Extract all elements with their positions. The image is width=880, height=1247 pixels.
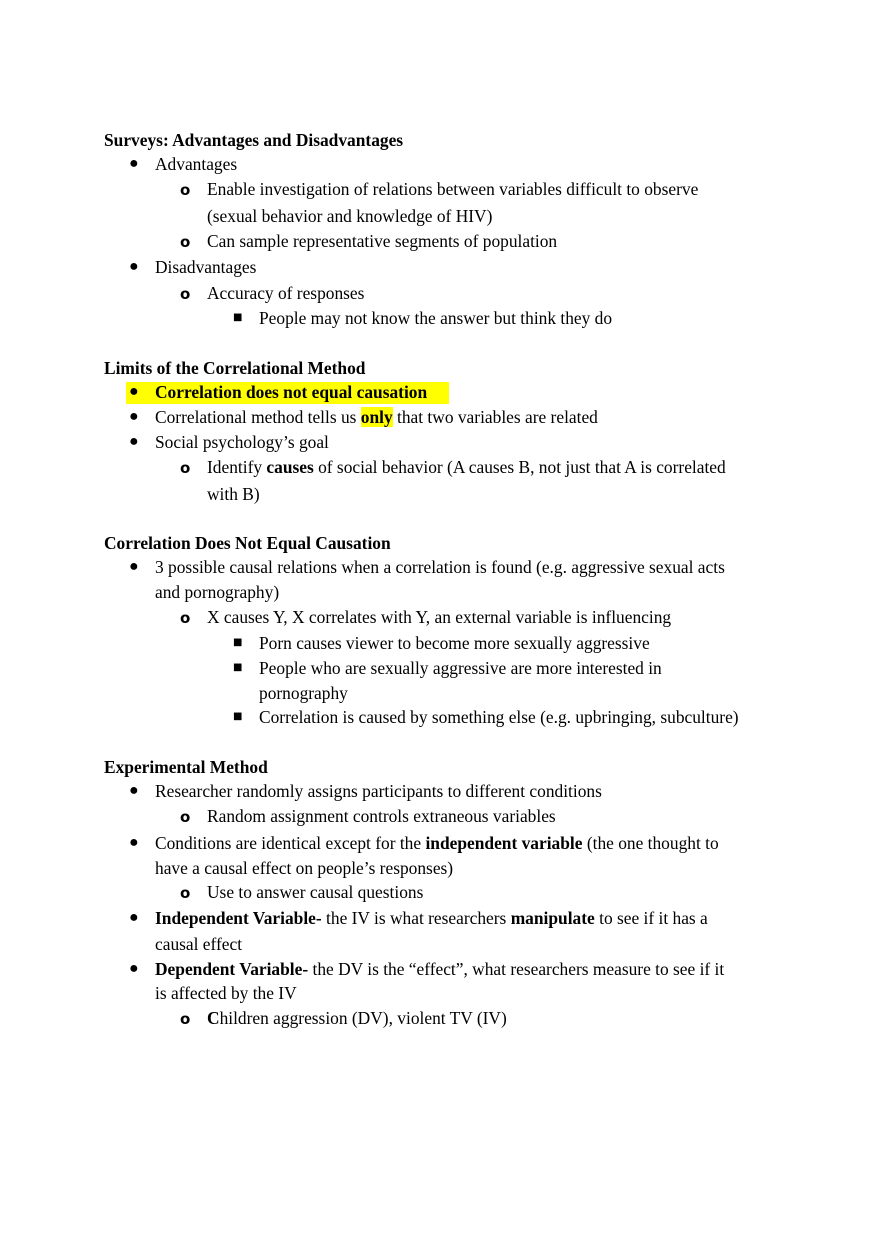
item-text: causal effect <box>155 934 243 954</box>
bullet-marker: ● <box>129 834 139 851</box>
item-text: X causes Y, X correlates with Y, an external variable is influencing <box>207 607 672 627</box>
square-marker: ■ <box>233 662 243 673</box>
item-text: Conditions are identical except for the <box>155 833 426 853</box>
list-item-continuation <box>207 482 807 507</box>
bold-letter: C <box>207 1008 220 1028</box>
list-item-highlighted <box>129 380 795 405</box>
item-text: 3 possible causal relations when a correlation is found (e.g. aggressive sexual acts <box>155 557 725 577</box>
circle-marker: o <box>180 285 191 303</box>
circle-marker: o <box>180 459 191 477</box>
bullet-marker: ● <box>129 258 139 275</box>
highlighted-text: Correlation does not equal causation <box>155 382 428 402</box>
list-item <box>180 229 807 254</box>
item-text: pornography <box>259 683 348 703</box>
item-text: the IV is what researchers <box>321 908 511 928</box>
item-text: Identify <box>207 457 267 477</box>
item-text: have a causal effect on people’s responses) <box>155 858 454 878</box>
list-item <box>180 605 807 630</box>
list-item-continuation <box>207 204 807 229</box>
item-text: Social psychology’s goal <box>155 432 329 452</box>
item-text: Can sample representative segments of population <box>207 231 558 251</box>
item-text: Enable investigation of relations between variables difficult to observe <box>207 179 699 199</box>
circle-marker: o <box>180 884 191 902</box>
circle-marker: o <box>180 233 191 251</box>
bullet-marker: ● <box>129 408 139 425</box>
list-item <box>129 405 795 430</box>
item-text: with B) <box>207 484 260 504</box>
circle-marker: o <box>180 808 191 826</box>
list-item <box>233 656 819 681</box>
list-item <box>180 281 807 306</box>
bold-term: Dependent Variable- <box>155 959 309 979</box>
list-item <box>129 152 795 177</box>
item-text: is affected by the IV <box>155 983 297 1003</box>
item-text: to see if it has a <box>594 908 708 928</box>
list-item-continuation <box>155 981 795 1006</box>
list-item-continuation <box>155 580 795 605</box>
list-item <box>129 255 795 280</box>
list-item <box>129 555 795 580</box>
list-item <box>180 804 807 829</box>
list-item <box>233 631 819 656</box>
bullet-marker: ● <box>129 383 139 400</box>
item-text: People who are sexually aggressive are more interested in <box>259 658 662 678</box>
disadvantages-label: Disadvantages <box>155 257 257 277</box>
list-item <box>129 906 795 931</box>
item-text: Correlational method tells us <box>155 407 361 427</box>
list-item <box>180 1006 807 1031</box>
item-text: of social behavior (A causes B, not just that A is correlated <box>313 457 726 477</box>
list-item-continuation <box>259 681 819 706</box>
bullet-marker: ● <box>129 782 139 799</box>
bold-term: independent variable <box>425 833 583 853</box>
section-title-experimental: Experimental Method <box>104 757 268 777</box>
list-item-continuation <box>155 856 795 881</box>
list-item <box>233 306 819 331</box>
circle-marker: o <box>180 609 191 627</box>
item-text: Researcher randomly assigns participants to different conditions <box>155 781 602 801</box>
list-item <box>129 430 795 455</box>
section-title-surveys: Surveys: Advantages and Disadvantages <box>104 130 404 150</box>
square-marker: ■ <box>233 637 243 648</box>
list-item <box>180 177 807 202</box>
bullet-marker: ● <box>129 433 139 450</box>
item-text: the DV is the “effect”, what researchers measure to see if it <box>308 959 725 979</box>
highlighted-word: only <box>360 407 393 427</box>
bullet-marker: ● <box>129 960 139 977</box>
item-text: (the one thought to <box>582 833 719 853</box>
list-item <box>129 779 795 804</box>
list-item-continuation <box>155 932 795 957</box>
circle-marker: o <box>180 181 191 199</box>
item-text: Random assignment controls extraneous variables <box>207 806 556 826</box>
bold-word: causes <box>266 457 314 477</box>
section-title-limits: Limits of the Correlational Method <box>104 358 366 378</box>
circle-marker: o <box>180 1010 191 1028</box>
square-marker: ■ <box>233 711 243 722</box>
item-text: that two variables are related <box>392 407 598 427</box>
bullet-marker: ● <box>129 155 139 172</box>
item-text: Accuracy of responses <box>207 283 365 303</box>
list-item <box>180 880 807 905</box>
list-item <box>180 455 807 480</box>
item-text: hildren aggression (DV), violent TV (IV) <box>219 1008 507 1028</box>
item-text: Use to answer causal questions <box>207 882 424 902</box>
bullet-marker: ● <box>129 909 139 926</box>
item-text: People may not know the answer but think they do <box>259 308 613 328</box>
list-item <box>129 831 795 856</box>
bullet-marker: ● <box>129 558 139 575</box>
square-marker: ■ <box>233 312 243 323</box>
advantages-label: Advantages <box>155 154 238 174</box>
list-item <box>233 705 819 730</box>
list-item <box>129 957 795 982</box>
bold-term: Independent Variable- <box>155 908 322 928</box>
item-text: Porn causes viewer to become more sexually aggressive <box>259 633 650 653</box>
bold-term: manipulate <box>510 908 595 928</box>
section-title-correlation: Correlation Does Not Equal Causation <box>104 533 391 553</box>
item-text: (sexual behavior and knowledge of HIV) <box>207 206 493 226</box>
item-text: Correlation is caused by something else (e.g. upbringing, subculture) <box>259 707 739 727</box>
item-text: and pornography) <box>155 582 280 602</box>
